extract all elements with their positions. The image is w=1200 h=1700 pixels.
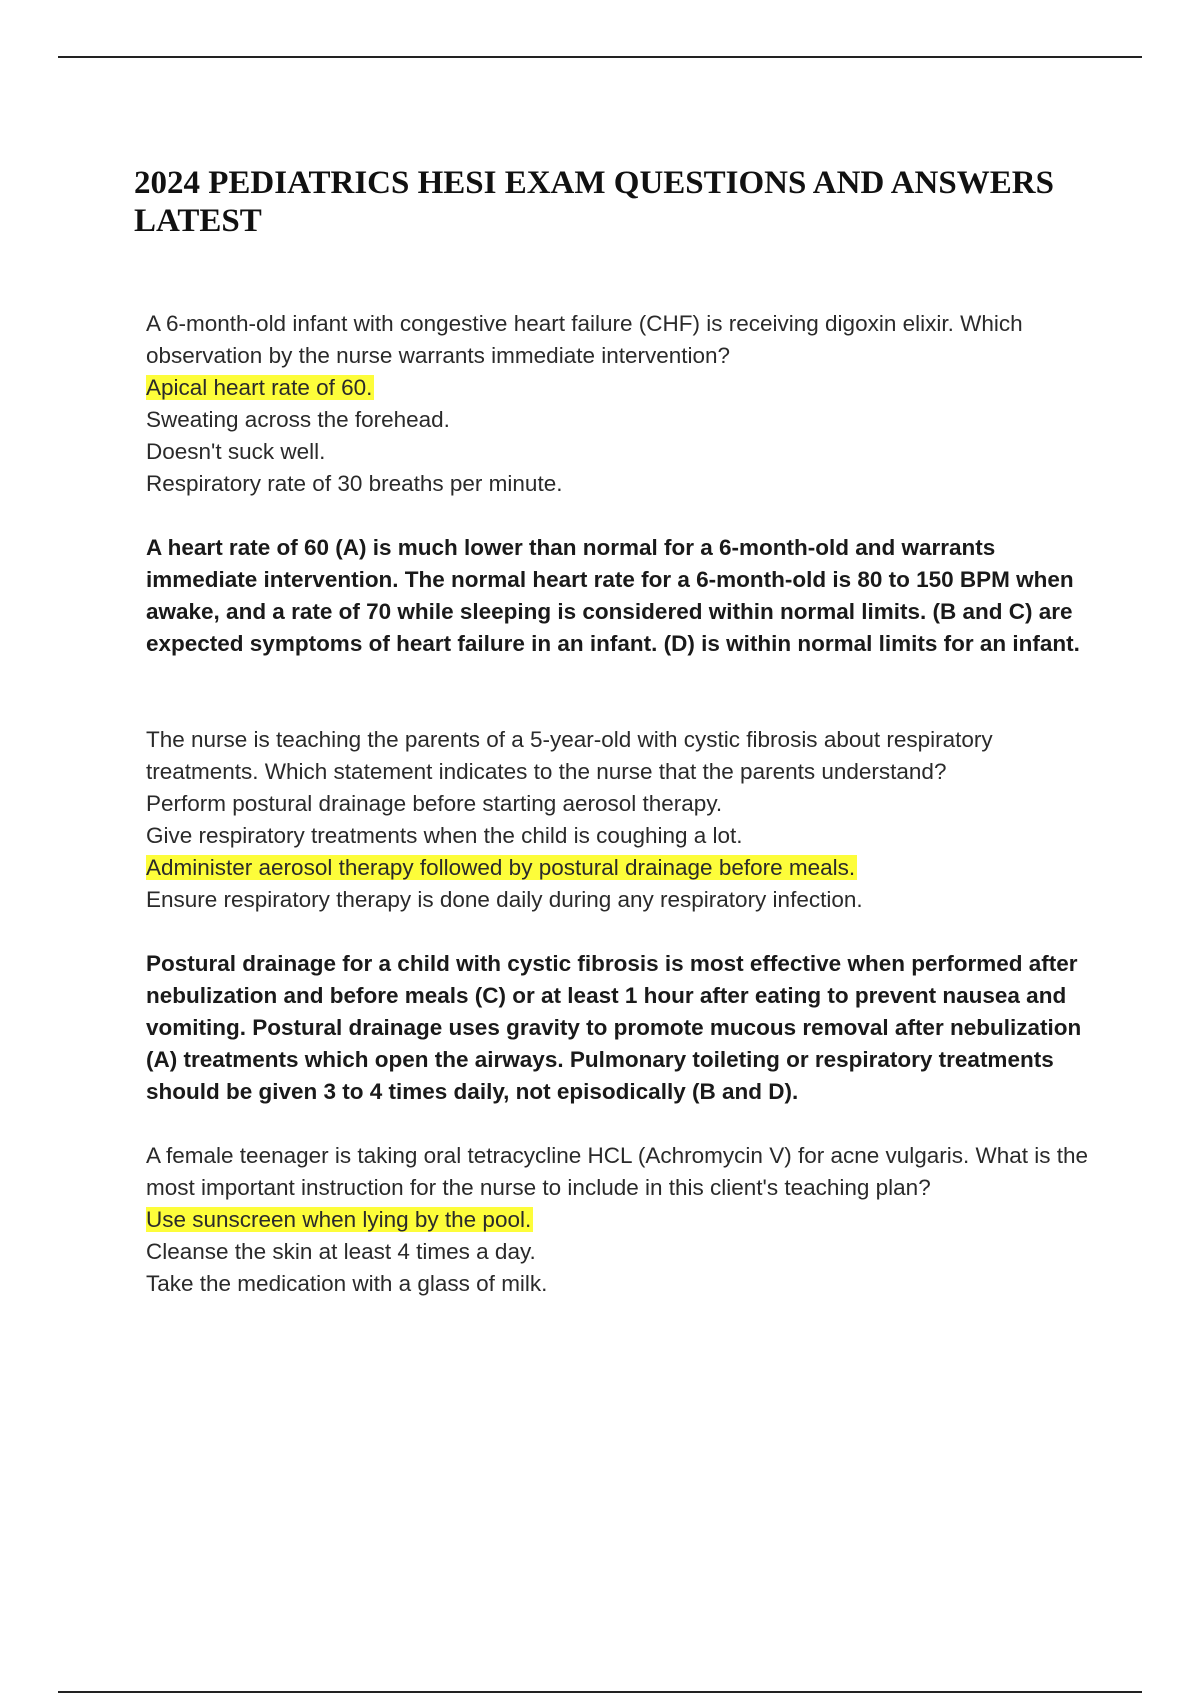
question-3 [146,1140,1096,1300]
question-1-option-b: Sweating across the forehead. [146,407,450,432]
question-1 [146,308,1096,660]
question-1-option-a [146,372,1096,404]
question-3-correct-answer: Use sunscreen when lying by the pool. [146,1207,532,1232]
question-2 [146,724,1096,1108]
question-1-option-c: Doesn't suck well. [146,439,326,464]
question-1-explanation: A heart rate of 60 (A) is much lower than normal for a 6-month-old and warrants immediate intervention. The normal heart rate for a 6-month-old is 80 to 150 BPM when awake, and a rate of 70 while sleeping is considered within normal limits. (B and C) are expected symptoms of heart failure in an infant. (D) is within normal limits for an infant. [146,535,1080,656]
top-rule [58,56,1142,58]
question-1-option-d: Respiratory rate of 30 breaths per minute. [146,471,563,496]
question-2-option-b: Give respiratory treatments when the child is coughing a lot. [146,823,743,848]
question-2-option-d: Ensure respiratory therapy is done daily during any respiratory infection. [146,887,863,912]
document-title: 2024 PEDIATRICS HESI EXAM QUESTIONS AND ANSWERS LATEST [134,165,1054,239]
document-body [146,308,1096,1300]
question-2-correct-answer: Administer aerosol therapy followed by postural drainage before meals. [146,855,856,880]
question-1-stem: A 6-month-old infant with congestive heart failure (CHF) is receiving digoxin elixir. Which observation by the nurse warrants immediate intervention? [146,311,1023,368]
question-2-option-a: Perform postural drainage before starting aerosol therapy. [146,791,723,816]
question-3-option-c: Take the medication with a glass of milk. [146,1271,548,1296]
question-3-options [146,1204,1096,1300]
question-1-options [146,372,1096,500]
question-1-correct-answer: Apical heart rate of 60. [146,375,373,400]
question-3-stem: A female teenager is taking oral tetracycline HCL (Achromycin V) for acne vulgaris. What is the most important instruction for the nurse to include in this client's teaching plan? [146,1143,1089,1200]
question-3-option-b: Cleanse the skin at least 4 times a day. [146,1239,536,1264]
bottom-rule [58,1691,1142,1693]
question-2-option-c [146,852,1096,884]
question-2-explanation: Postural drainage for a child with cystic fibrosis is most effective when performed after nebulization and before meals (C) or at least 1 hour after eating to prevent nausea and vomiting. Postural drainage uses gravity to promote mucous removal after nebulization (A) treatments which open the airways. Pulmonary toileting or respiratory treatments should be given 3 to 4 times daily, not episodically (B and D). [146,951,1082,1104]
question-2-options [146,788,1096,916]
question-3-option-a [146,1204,1096,1236]
question-2-stem: The nurse is teaching the parents of a 5-year-old with cystic fibrosis about respiratory treatments. Which statement indicates to the nurse that the parents understand? [146,727,993,784]
